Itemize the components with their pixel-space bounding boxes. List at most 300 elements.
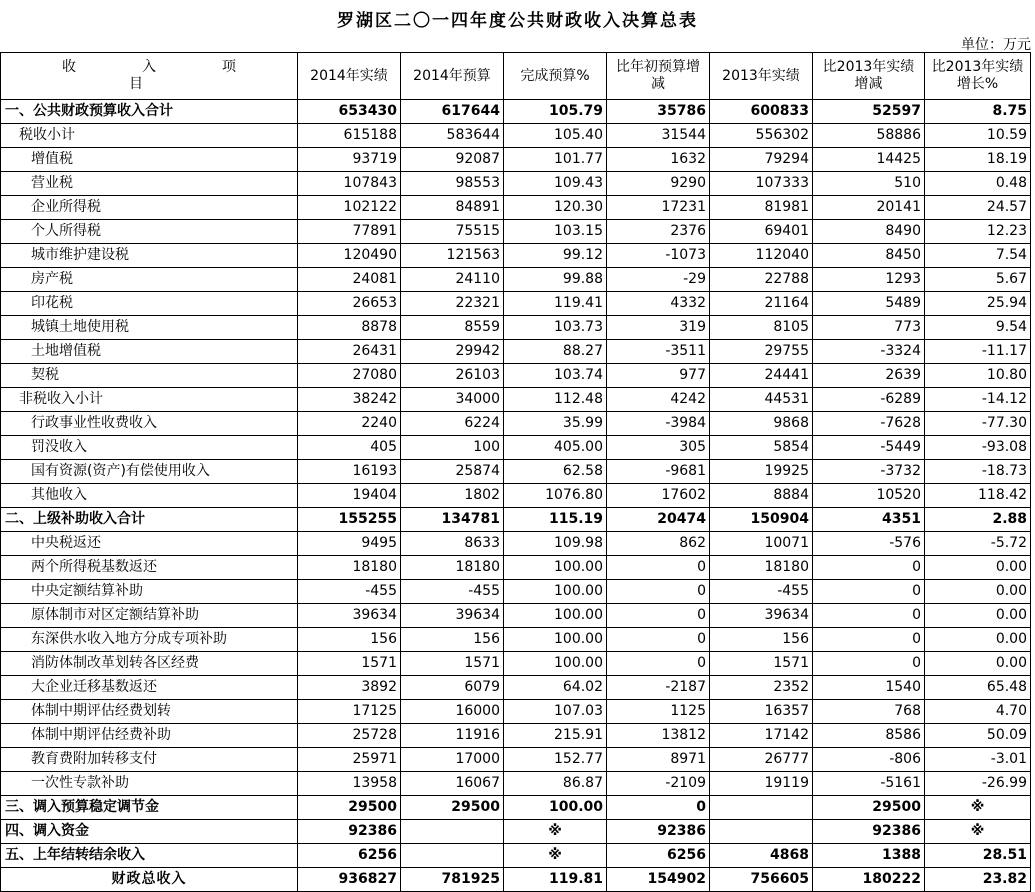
table-cell: 20141 (813, 196, 925, 220)
table-cell: 26103 (401, 364, 504, 388)
table-cell: 12.23 (925, 220, 1031, 244)
table-cell: 4242 (607, 388, 710, 412)
table-cell: 20474 (607, 508, 710, 532)
table-row (1, 460, 1031, 484)
table-cell: 39634 (710, 604, 813, 628)
table-cell: 13958 (298, 772, 401, 796)
table-row (1, 604, 1031, 628)
row-label: 企业所得税 (1, 196, 298, 220)
row-label: 一次性专款补助 (1, 772, 298, 796)
table-cell: 28.51 (925, 844, 1031, 868)
table-cell: 600833 (710, 100, 813, 124)
table-cell: 17142 (710, 724, 813, 748)
table-cell: 62.58 (504, 460, 607, 484)
table-cell: -5449 (813, 436, 925, 460)
table-cell: 9290 (607, 172, 710, 196)
table-cell: 8559 (401, 316, 504, 340)
table-cell: 0 (607, 796, 710, 820)
table-cell: 0 (813, 556, 925, 580)
row-label: 二、上级补助收入合计 (1, 508, 298, 532)
table-row (1, 340, 1031, 364)
table-cell: -7628 (813, 412, 925, 436)
table-cell: 17602 (607, 484, 710, 508)
table-cell: 0 (607, 652, 710, 676)
table-cell: 118.42 (925, 484, 1031, 508)
row-label: 大企业迁移基数返还 (1, 676, 298, 700)
table-cell: 23.82 (925, 868, 1031, 892)
table-row (1, 820, 1031, 844)
table-cell: 119.81 (504, 868, 607, 892)
table-cell: 10.80 (925, 364, 1031, 388)
row-label: 增值税 (1, 148, 298, 172)
row-label: 一、公共财政预算收入合计 (1, 100, 298, 124)
table-cell: 22321 (401, 292, 504, 316)
table-cell: 0.00 (925, 556, 1031, 580)
table-cell: 120.30 (504, 196, 607, 220)
table-cell: 34000 (401, 388, 504, 412)
table-cell: 768 (813, 700, 925, 724)
table-cell: 405 (298, 436, 401, 460)
row-label: 中央定额结算补助 (1, 580, 298, 604)
table-row (1, 124, 1031, 148)
table-row (1, 748, 1031, 772)
table-cell: 4.70 (925, 700, 1031, 724)
table-row (1, 268, 1031, 292)
table-row (1, 700, 1031, 724)
table-cell: 6256 (298, 844, 401, 868)
table-cell: -455 (401, 580, 504, 604)
table-cell: 100 (401, 436, 504, 460)
table-cell: 84891 (401, 196, 504, 220)
table-cell: 100.00 (504, 580, 607, 604)
table-cell: 305 (607, 436, 710, 460)
table-cell: 26431 (298, 340, 401, 364)
row-label: 东深供水收入地方分成专项补助 (1, 628, 298, 652)
table-row (1, 388, 1031, 412)
table-cell: 556302 (710, 124, 813, 148)
table-cell: 100.00 (504, 604, 607, 628)
table-cell (710, 796, 813, 820)
table-cell: 107.03 (504, 700, 607, 724)
table-cell: -14.12 (925, 388, 1031, 412)
table-cell: 653430 (298, 100, 401, 124)
table-cell: 25.94 (925, 292, 1031, 316)
report-title: 罗湖区二〇一四年度公共财政收入决算总表 (337, 11, 698, 31)
table-cell: 10520 (813, 484, 925, 508)
table-cell: 8884 (710, 484, 813, 508)
table-cell: ※ (925, 820, 1031, 844)
table-cell: 77891 (298, 220, 401, 244)
table-cell: 2352 (710, 676, 813, 700)
table-cell: -5.72 (925, 532, 1031, 556)
table-cell: 79294 (710, 148, 813, 172)
table-cell: -9681 (607, 460, 710, 484)
table-cell: 7.54 (925, 244, 1031, 268)
table-row (1, 652, 1031, 676)
table-row (1, 508, 1031, 532)
table-cell: 18.19 (925, 148, 1031, 172)
table-cell: 11916 (401, 724, 504, 748)
table-cell: 86.87 (504, 772, 607, 796)
table-cell: 107843 (298, 172, 401, 196)
table-cell: 13812 (607, 724, 710, 748)
row-label: 契税 (1, 364, 298, 388)
table-cell: 121563 (401, 244, 504, 268)
table-cell: -6289 (813, 388, 925, 412)
row-label: 房产税 (1, 268, 298, 292)
table-row (1, 244, 1031, 268)
table-body (1, 100, 1031, 892)
table-cell: -77.30 (925, 412, 1031, 436)
table-cell: -455 (298, 580, 401, 604)
table-row (1, 412, 1031, 436)
row-label: 体制中期评估经费划转 (1, 700, 298, 724)
table-cell: 4351 (813, 508, 925, 532)
col-header-2014-actual: 2014年实绩 (298, 53, 401, 100)
table-cell: 101.77 (504, 148, 607, 172)
table-cell: 8586 (813, 724, 925, 748)
table-cell: -18.73 (925, 460, 1031, 484)
table-cell: 781925 (401, 868, 504, 892)
table-cell (710, 820, 813, 844)
table-cell: 0.00 (925, 628, 1031, 652)
table-row (1, 100, 1031, 124)
table-cell: 18180 (710, 556, 813, 580)
row-label: 税收小计 (1, 124, 298, 148)
table-cell: 617644 (401, 100, 504, 124)
table-cell: -576 (813, 532, 925, 556)
row-label: 城市维护建设税 (1, 244, 298, 268)
table-cell (401, 844, 504, 868)
table-cell: 88.27 (504, 340, 607, 364)
table-cell: 1125 (607, 700, 710, 724)
table-cell: 0.00 (925, 580, 1031, 604)
table-cell: 0.00 (925, 604, 1031, 628)
table-cell: 81981 (710, 196, 813, 220)
table-cell: 1802 (401, 484, 504, 508)
table-cell: 615188 (298, 124, 401, 148)
table-cell: 180222 (813, 868, 925, 892)
table-cell: 8633 (401, 532, 504, 556)
table-cell: 19404 (298, 484, 401, 508)
table-cell: 99.12 (504, 244, 607, 268)
row-label: 财政总收入 (1, 868, 298, 892)
table-cell: 1540 (813, 676, 925, 700)
table-cell: 29500 (401, 796, 504, 820)
table-cell: -29 (607, 268, 710, 292)
row-label: 中央税返还 (1, 532, 298, 556)
table-cell: -3324 (813, 340, 925, 364)
table-cell: 102122 (298, 196, 401, 220)
table-row (1, 868, 1031, 892)
table-cell: 112040 (710, 244, 813, 268)
row-label: 教育费附加转移支付 (1, 748, 298, 772)
table-cell: 134781 (401, 508, 504, 532)
row-label: 五、上年结转结余收入 (1, 844, 298, 868)
table-cell: 583644 (401, 124, 504, 148)
table-cell: 107333 (710, 172, 813, 196)
table-row (1, 172, 1031, 196)
table-cell: 100.00 (504, 628, 607, 652)
table-cell: 103.74 (504, 364, 607, 388)
table-cell: 35786 (607, 100, 710, 124)
row-label: 其他收入 (1, 484, 298, 508)
table-cell (401, 820, 504, 844)
table-cell: 17000 (401, 748, 504, 772)
table-row (1, 772, 1031, 796)
table-cell: 977 (607, 364, 710, 388)
table-cell: 319 (607, 316, 710, 340)
row-label: 行政事业性收费收入 (1, 412, 298, 436)
row-label: 营业税 (1, 172, 298, 196)
row-label: 土地增值税 (1, 340, 298, 364)
table-cell: 3892 (298, 676, 401, 700)
table-cell: 0 (607, 580, 710, 604)
table-cell: 5854 (710, 436, 813, 460)
table-cell: -2187 (607, 676, 710, 700)
table-cell: 6256 (607, 844, 710, 868)
table-cell: 0 (607, 628, 710, 652)
table-cell: 756605 (710, 868, 813, 892)
row-label: 印花税 (1, 292, 298, 316)
table-cell: 31544 (607, 124, 710, 148)
table-cell: 103.15 (504, 220, 607, 244)
table-cell: 65.48 (925, 676, 1031, 700)
table-cell: 16193 (298, 460, 401, 484)
table-cell: -3.01 (925, 748, 1031, 772)
table-cell: 1388 (813, 844, 925, 868)
table-row (1, 364, 1031, 388)
table-cell: 19119 (710, 772, 813, 796)
table-cell: 18180 (401, 556, 504, 580)
table-row (1, 724, 1031, 748)
table-cell: 99.88 (504, 268, 607, 292)
table-cell: 8105 (710, 316, 813, 340)
row-label: 三、调入预算稳定调节金 (1, 796, 298, 820)
table-cell: 9.54 (925, 316, 1031, 340)
table-cell: 112.48 (504, 388, 607, 412)
table-cell: 1571 (401, 652, 504, 676)
col-header-vs-2013-change: 比2013年实绩增减 (813, 53, 925, 100)
table-cell: 9868 (710, 412, 813, 436)
table-cell: 10071 (710, 532, 813, 556)
row-label: 个人所得税 (1, 220, 298, 244)
table-cell: 29942 (401, 340, 504, 364)
table-cell: 93719 (298, 148, 401, 172)
table-row (1, 484, 1031, 508)
table-cell: 8450 (813, 244, 925, 268)
table-cell: -455 (710, 580, 813, 604)
table-cell: 0 (607, 604, 710, 628)
table-cell: 38242 (298, 388, 401, 412)
table-cell: 14425 (813, 148, 925, 172)
table-cell: 25728 (298, 724, 401, 748)
table-cell: 1571 (298, 652, 401, 676)
table-cell: 2240 (298, 412, 401, 436)
table-cell: 115.19 (504, 508, 607, 532)
table-cell: 4868 (710, 844, 813, 868)
table-cell: 92386 (607, 820, 710, 844)
table-row (1, 196, 1031, 220)
table-cell: 25874 (401, 460, 504, 484)
table-cell: 24.57 (925, 196, 1031, 220)
table-cell: 18180 (298, 556, 401, 580)
col-header-completion-pct: 完成预算% (504, 53, 607, 100)
table-cell: 16357 (710, 700, 813, 724)
row-label: 原体制市对区定额结算补助 (1, 604, 298, 628)
table-cell: 21164 (710, 292, 813, 316)
table-cell: 100.00 (504, 652, 607, 676)
table-cell: ※ (504, 844, 607, 868)
table-row (1, 628, 1031, 652)
table-cell: 17125 (298, 700, 401, 724)
table-cell: 16067 (401, 772, 504, 796)
table-cell: 24441 (710, 364, 813, 388)
table-cell: 862 (607, 532, 710, 556)
row-label: 体制中期评估经费补助 (1, 724, 298, 748)
table-cell: 1293 (813, 268, 925, 292)
table-cell: 1571 (710, 652, 813, 676)
table-cell: 64.02 (504, 676, 607, 700)
table-cell: 98553 (401, 172, 504, 196)
table-row (1, 796, 1031, 820)
table-cell: 22788 (710, 268, 813, 292)
table-row (1, 532, 1031, 556)
table-cell: 109.98 (504, 532, 607, 556)
table-cell: 2.88 (925, 508, 1031, 532)
row-label: 两个所得税基数返还 (1, 556, 298, 580)
row-label: 非税收入小计 (1, 388, 298, 412)
table-cell: -5161 (813, 772, 925, 796)
col-header-vs-2013-growth-pct: 比2013年实绩增长% (925, 53, 1031, 100)
table-cell: 92386 (298, 820, 401, 844)
table-cell: 156 (401, 628, 504, 652)
table-cell: 8490 (813, 220, 925, 244)
table-cell: -3984 (607, 412, 710, 436)
table-cell: 75515 (401, 220, 504, 244)
table-cell: 405.00 (504, 436, 607, 460)
table-cell: 0.00 (925, 652, 1031, 676)
table-cell: 0 (813, 604, 925, 628)
table-cell: 936827 (298, 868, 401, 892)
revenue-table (0, 52, 1031, 892)
table-row (1, 436, 1031, 460)
table-cell: 26777 (710, 748, 813, 772)
table-cell: 58886 (813, 124, 925, 148)
table-cell: 8.75 (925, 100, 1031, 124)
table-cell: 155255 (298, 508, 401, 532)
row-label: 国有资源(资产)有偿使用收入 (1, 460, 298, 484)
table-row (1, 316, 1031, 340)
table-cell: 0 (813, 628, 925, 652)
table-cell: 8878 (298, 316, 401, 340)
col-header-2014-budget: 2014年预算 (401, 53, 504, 100)
table-cell: 29755 (710, 340, 813, 364)
row-label: 城镇土地使用税 (1, 316, 298, 340)
table-cell: 120490 (298, 244, 401, 268)
table-cell: 109.43 (504, 172, 607, 196)
table-cell: 156 (298, 628, 401, 652)
table-cell: 100.00 (504, 796, 607, 820)
table-cell: 5.67 (925, 268, 1031, 292)
table-cell: 156 (710, 628, 813, 652)
table-cell: 0.48 (925, 172, 1031, 196)
table-cell: -2109 (607, 772, 710, 796)
table-cell: -3732 (813, 460, 925, 484)
table-cell: 150904 (710, 508, 813, 532)
row-label: 罚没收入 (1, 436, 298, 460)
table-cell: -93.08 (925, 436, 1031, 460)
table-cell: ※ (925, 796, 1031, 820)
table-cell: 50.09 (925, 724, 1031, 748)
col-header-vs-budget-change: 比年初预算增减 (607, 53, 710, 100)
table-cell: 103.73 (504, 316, 607, 340)
table-row (1, 844, 1031, 868)
table-row (1, 676, 1031, 700)
table-cell: 2376 (607, 220, 710, 244)
table-cell: 5489 (813, 292, 925, 316)
table-cell: 69401 (710, 220, 813, 244)
table-cell: 29500 (813, 796, 925, 820)
table-cell: 154902 (607, 868, 710, 892)
unit-label: 单位：万元 (961, 37, 1031, 53)
table-cell: 8971 (607, 748, 710, 772)
table-cell: 24110 (401, 268, 504, 292)
table-cell: 100.00 (504, 556, 607, 580)
table-cell: -26.99 (925, 772, 1031, 796)
table-cell: 0 (813, 652, 925, 676)
table-cell: ※ (504, 820, 607, 844)
table-cell: 35.99 (504, 412, 607, 436)
table-cell: 6079 (401, 676, 504, 700)
table-row (1, 556, 1031, 580)
table-cell: 119.41 (504, 292, 607, 316)
table-cell: -806 (813, 748, 925, 772)
table-cell: 773 (813, 316, 925, 340)
table-cell: 17231 (607, 196, 710, 220)
table-cell: 510 (813, 172, 925, 196)
table-cell: 24081 (298, 268, 401, 292)
table-cell: -11.17 (925, 340, 1031, 364)
table-row (1, 292, 1031, 316)
table-cell: -3511 (607, 340, 710, 364)
table-cell: 29500 (298, 796, 401, 820)
table-cell: 0 (813, 580, 925, 604)
table-cell: 39634 (401, 604, 504, 628)
table-cell: 44531 (710, 388, 813, 412)
col-header-item: 收 入 项 目 (1, 53, 298, 100)
table-cell: 1076.80 (504, 484, 607, 508)
row-label: 四、调入资金 (1, 820, 298, 844)
table-cell: 105.40 (504, 124, 607, 148)
table-cell: 26653 (298, 292, 401, 316)
table-cell: 6224 (401, 412, 504, 436)
table-cell: 92087 (401, 148, 504, 172)
table-row (1, 220, 1031, 244)
table-cell: 16000 (401, 700, 504, 724)
table-cell: 27080 (298, 364, 401, 388)
row-label: 消防体制改革划转各区经费 (1, 652, 298, 676)
table-cell: 215.91 (504, 724, 607, 748)
table-cell: 1632 (607, 148, 710, 172)
table-cell: 105.79 (504, 100, 607, 124)
table-cell: 39634 (298, 604, 401, 628)
table-cell: -1073 (607, 244, 710, 268)
table-cell: 19925 (710, 460, 813, 484)
table-row (1, 580, 1031, 604)
table-cell: 10.59 (925, 124, 1031, 148)
table-cell: 0 (607, 556, 710, 580)
